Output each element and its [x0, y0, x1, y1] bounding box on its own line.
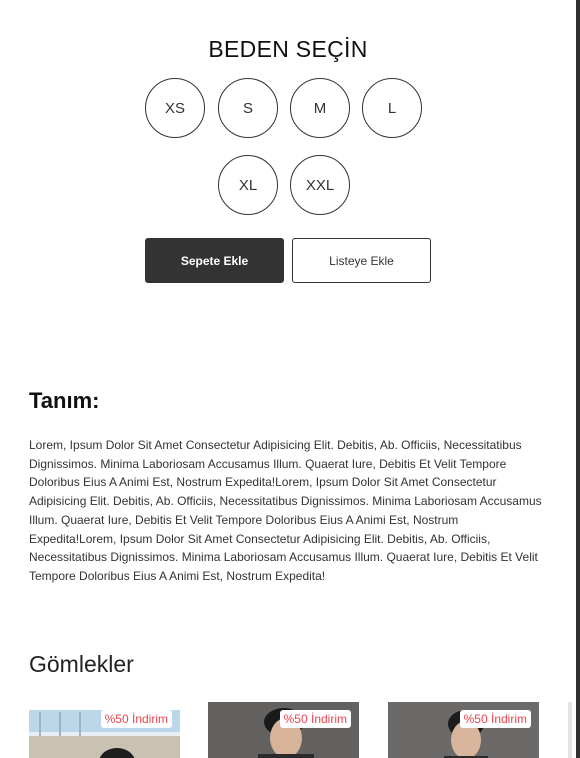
product-card[interactable] — [388, 702, 539, 758]
discount-badge: %50 İndirim — [280, 710, 351, 728]
description-title: Tanım: — [29, 388, 100, 413]
add-to-list-button[interactable]: Listeye Ekle — [292, 238, 431, 283]
product-card[interactable] — [29, 702, 180, 758]
size-option-xxl[interactable]: XXL — [290, 155, 350, 215]
size-option-m[interactable]: M — [290, 78, 350, 138]
product-card[interactable] — [208, 702, 359, 758]
scrollbar[interactable] — [576, 0, 580, 758]
size-option-xl[interactable]: XL — [218, 155, 278, 215]
discount-badge: %50 İndirim — [101, 710, 172, 728]
add-to-cart-button[interactable]: Sepete Ekle — [145, 238, 284, 283]
size-option-l[interactable]: L — [362, 78, 422, 138]
size-option-xs[interactable]: XS — [145, 78, 205, 138]
related-section-title: Gömlekler — [29, 651, 134, 677]
size-option-s[interactable]: S — [218, 78, 278, 138]
discount-badge: %50 İndirim — [460, 710, 531, 728]
description-text: Lorem, Ipsum Dolor Sit Amet Consectetur Adipisicing Elit. Debitis, Ab. Officiis, Necessitatibus Dignissimos. Minima Laboriosam Accusamus Illum. Quaerat Iure, Debitis Et Velit Tempore Doloribus Eius A Animi Est, Nostrum Expedita!Lorem, Ipsum Dolor Sit Amet Consectetur Adipisicing Elit. Debitis, Ab. Officiis, Necessitatibus Dignissimos. Minima Laboriosam Accusamus Illum. Quaerat Iure, Debitis Et Velit Tempore Doloribus Eius A Animi Est, Nostrum Expedita!Lorem, Ipsum Dolor Sit Amet Consectetur Adipisicing Elit. Debitis, Ab. Officiis, Necessitatibus Dignissimos. Minima Laboriosam Accusamus Illum. Quaerat Iure, Debitis Et Velit Tempore Doloribus Eius A Animi Est, Nostrum Expedita! — [29, 438, 542, 583]
product-card-partial — [568, 702, 572, 758]
size-selector-title: BEDEN SEÇİN — [208, 36, 368, 62]
